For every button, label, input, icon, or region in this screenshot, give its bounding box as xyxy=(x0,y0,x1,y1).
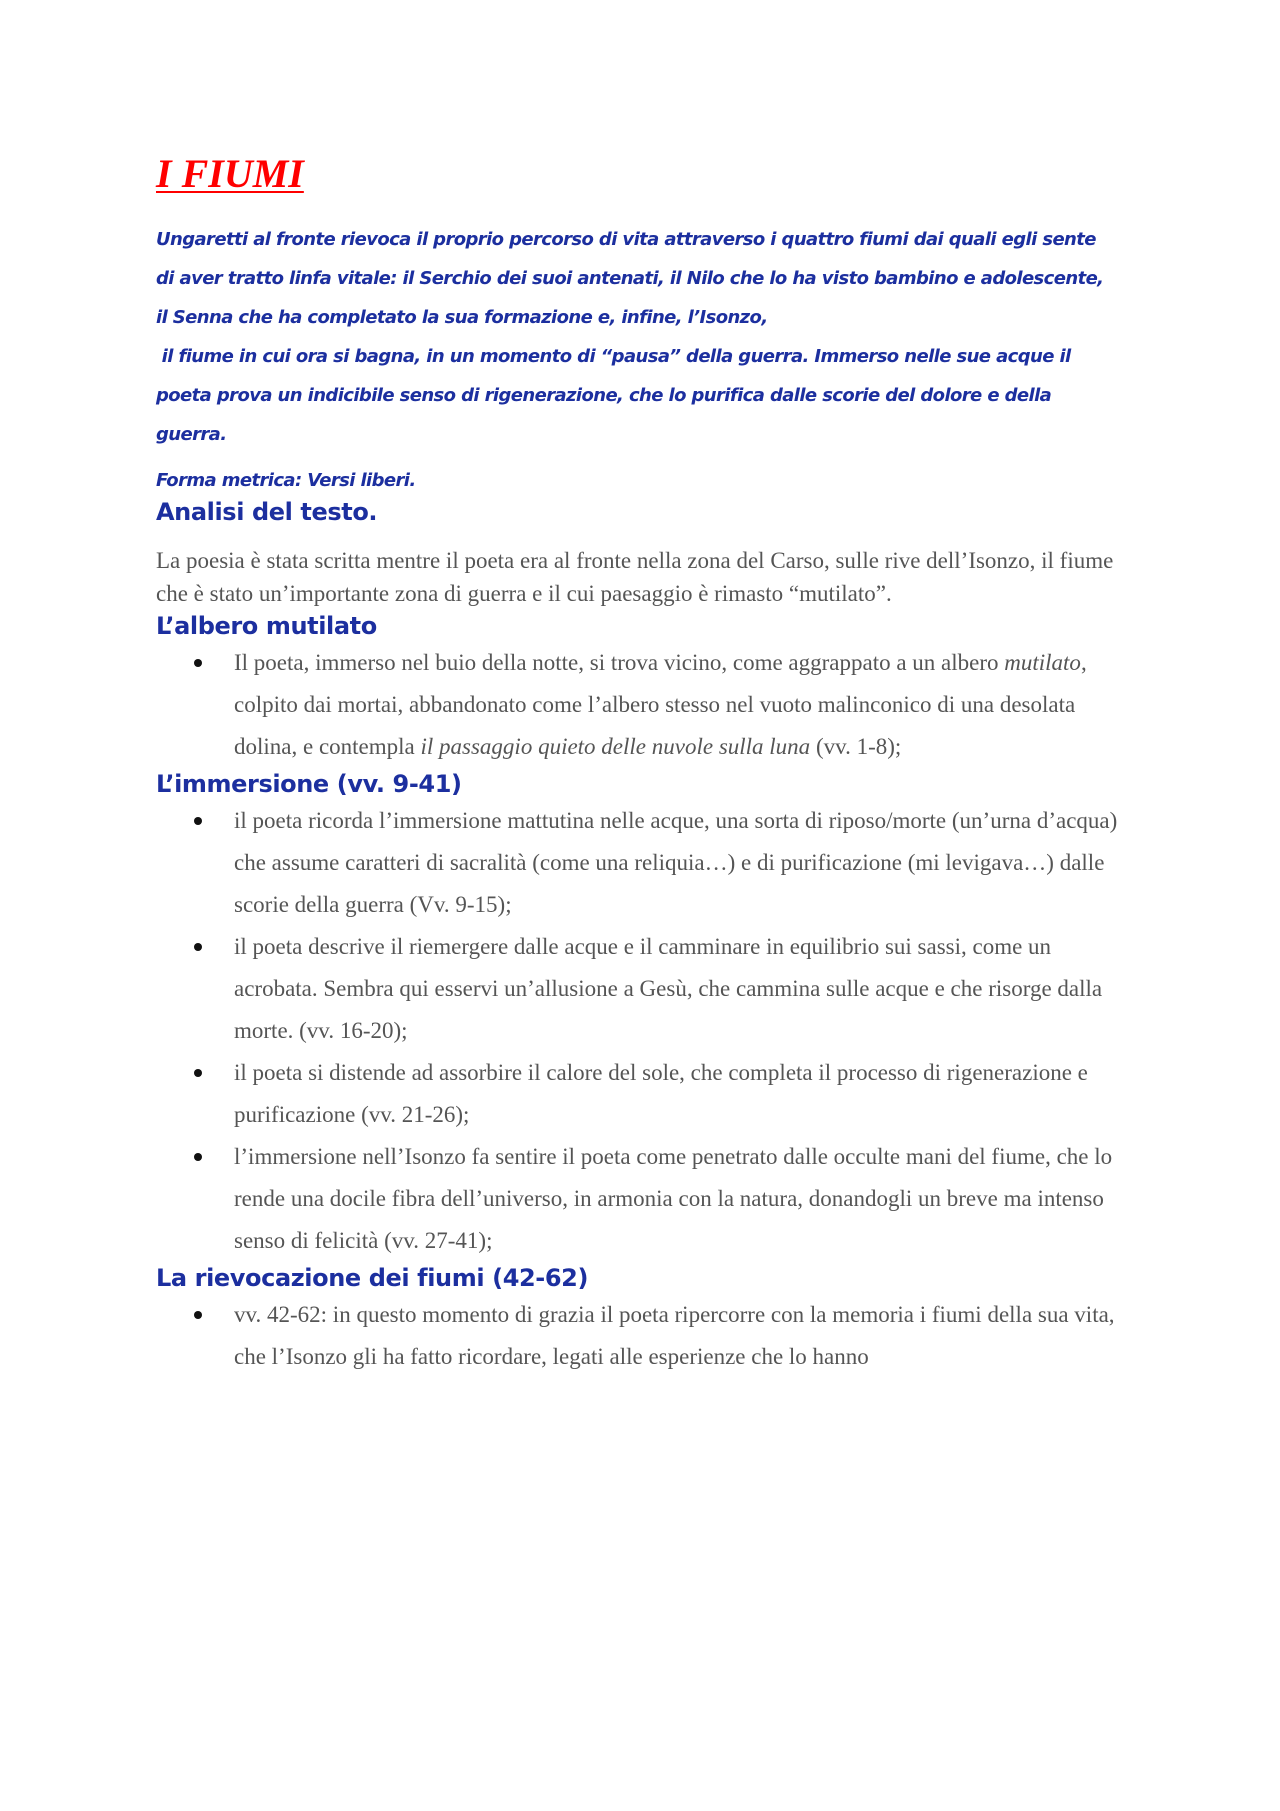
immersione-bullet-list xyxy=(156,800,1126,1262)
bullet-icon xyxy=(194,817,202,825)
document-page xyxy=(156,150,1126,1378)
section-heading-analisi: Analisi del testo. xyxy=(156,498,378,526)
analisi-paragraph: La poesia è stata scritta mentre il poeta era al fronte nella zona del Carso, sulle rive dell’Isonzo, il fiume che è stato un’importante zona di guerra e il cui paesaggio è rimasto “mutilato”. xyxy=(156,548,1114,606)
intro-line: guerra. xyxy=(156,424,227,445)
bullet-text: vv. 42-62: in questo momento di grazia il poeta ripercorre con la memoria i fiumi della sua vita, che l’Isonzo gli ha fatto ricordare, legati alle esperienze che lo hanno xyxy=(234,1302,1115,1369)
bullet-text: il poeta si distende ad assorbire il calore del sole, che completa il processo di rigenerazione e purificazione (vv. 21-26); xyxy=(234,1060,1088,1127)
intro-line: poeta prova un indicibile senso di rigenerazione, che lo purifica dalle scorie del dolore e della xyxy=(156,385,1052,406)
list-item xyxy=(156,1294,1126,1378)
intro-line: il Senna che ha completato la sua formazione e, infine, l’Isonzo, xyxy=(156,307,768,328)
bullet-text: il poeta ricorda l’immersione mattutina nelle acque, una sorta di riposo/morte (un’urna d’acqua) che assume caratteri di sacralità (come una reliquia…) e di purificazione (mi levigava…) dalle scorie della guerra (Vv. 9-15); xyxy=(234,808,1118,917)
bullet-icon xyxy=(194,659,202,667)
list-item xyxy=(156,800,1126,926)
document-title: I FIUMI xyxy=(156,151,304,196)
bullet-text: (vv. 1-8); xyxy=(810,734,902,759)
intro-line: di aver tratto linfa vitale: il Serchio dei suoi antenati, il Nilo che lo ha visto bambino e adolescente, xyxy=(156,268,1104,289)
albero-bullet-list xyxy=(156,642,1126,768)
italic-text: mutilato xyxy=(1004,650,1081,675)
bullet-icon xyxy=(194,943,202,951)
list-item xyxy=(156,1136,1126,1262)
bullet-text: Il poeta, immerso nel buio della notte, si trova vicino, come aggrappato a un albero xyxy=(234,650,1005,675)
bullet-text: l’immersione nell’Isonzo fa sentire il poeta come penetrato dalle occulte mani del fiume, che lo rende una docile fibra dell’universo, in armonia con la natura, donandogli un breve ma intenso senso di felicità (vv. 27-41); xyxy=(234,1144,1113,1253)
italic-text: il passaggio quieto delle nuvole sulla luna xyxy=(420,734,811,759)
bullet-text: , colpito dai mortai, abbandonato come l’albero stesso nel vuoto malinconico di una desolata dolina, e contempla xyxy=(234,650,1087,759)
rievocazione-bullet-list xyxy=(156,1294,1126,1378)
intro-line: Ungaretti al fronte rievoca il proprio percorso di vita attraverso i quattro fiumi dai quali egli sente xyxy=(156,229,1096,250)
section-heading-albero: L’albero mutilato xyxy=(156,612,377,640)
section-heading-immersione: L’immersione (vv. 9-41) xyxy=(156,770,462,798)
metric-form: Forma metrica: Versi liberi. xyxy=(156,470,416,491)
bullet-icon xyxy=(194,1069,202,1077)
list-item xyxy=(156,926,1126,1052)
bullet-icon xyxy=(194,1311,202,1319)
intro-paragraph xyxy=(156,220,1126,454)
bullet-text: il poeta descrive il riemergere dalle acque e il camminare in equilibrio sui sassi, come un acrobata. Sembra qui esservi un’allusione a Gesù, che cammina sulle acque e che risorge dalla morte. (vv. 16-20); xyxy=(234,934,1103,1043)
list-item xyxy=(156,1052,1126,1136)
intro-line: il fiume in cui ora si bagna, in un momento di “pausa” della guerra. Immerso nelle sue acque il xyxy=(156,346,1071,367)
section-heading-rievocazione: La rievocazione dei fiumi (42-62) xyxy=(156,1264,589,1292)
bullet-icon xyxy=(194,1153,202,1161)
list-item xyxy=(156,642,1126,768)
